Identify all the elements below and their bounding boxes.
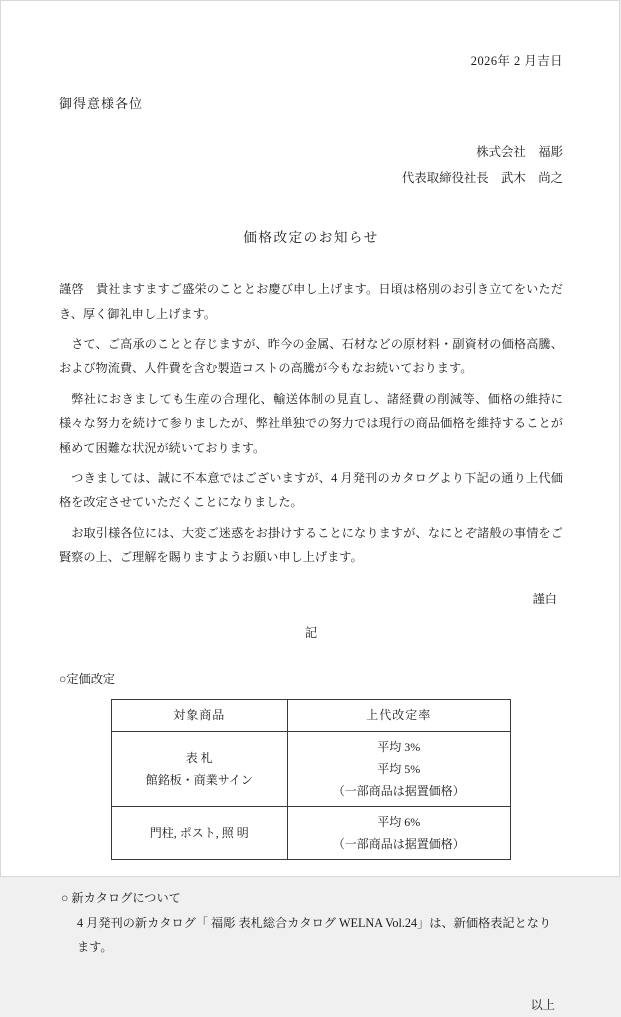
catalog-note-body: 4 月発刊の新カタログ「 福彫 表札総合カタログ WELNA Vol.24」は、新価格表記となります。	[77, 915, 552, 955]
sender-name: 代表取締役社長 武木 尚之	[401, 170, 563, 185]
document-date: 2026年 2 月吉日	[470, 54, 563, 68]
closing-salutation: 謹白	[532, 591, 557, 606]
section-label-price-revision: ○定価改定	[59, 671, 116, 686]
page-title: 価格改定のお知らせ	[243, 229, 379, 245]
catalog-note-heading: ○ 新カタログについて	[61, 891, 181, 906]
paragraph-1: 謹啓 貴社ますますご盛栄のこととお慶び申し上げます。日頃は格別のお引き立てをいただき、厚く御礼申し上げます。	[59, 282, 563, 321]
letter-sheet	[1, 1, 621, 1012]
cell-rate-group-2	[287, 807, 510, 860]
ki-marker: 記	[304, 626, 318, 641]
ijou-marker: 以上	[530, 997, 555, 1012]
rate-line: 平均 5%	[377, 761, 421, 776]
sender-company: 株式会社 福彫	[476, 144, 563, 159]
rate-note: （一部商品は据置価格）	[332, 783, 465, 798]
paragraph-2: さて、ご高承のことと存じますが、昨今の金属、石材などの原材料・副資材の価格高騰、および物流費、人件費を含む製造コストの高騰が今もなお続いております。	[59, 336, 563, 376]
sender-block	[59, 139, 563, 191]
paragraph-5: お取引様各位には、大変ご迷惑をお掛けすることになりますが、なにとぞ諸般の事情をご賢察の上、ご理解を賜りますようお願い申し上げます。	[59, 525, 563, 565]
table-row	[112, 807, 511, 860]
product-line: 門柱, ポスト, 照 明	[149, 826, 249, 841]
addressee: 御得意様各位	[59, 96, 144, 112]
column-header-product: 対象商品	[112, 700, 288, 731]
rate-note: （一部商品は据置価格）	[332, 837, 465, 852]
paragraph-4: つきましては、誠に不本意ではございますが、4 月発刊のカタログより下記の通り上代価格を改定させていただくことになりました。	[59, 470, 563, 510]
body-text	[59, 277, 563, 569]
paragraph-3: 弊社におきましても生産の合理化、輸送体制の見直し、諸経費の削減等、価格の維持に様々な努力を続けて参りましたが、弊社単独での努力では現行の商品価格を維持することが極めて困難な状況が続いております。	[59, 391, 563, 455]
cell-product-group-1	[112, 731, 288, 807]
rate-line: 平均 3%	[377, 739, 421, 754]
cell-product-group-2	[112, 807, 288, 860]
column-header-rate: 上代改定率	[287, 700, 510, 731]
catalog-note	[59, 886, 563, 959]
cell-rate-group-1	[287, 731, 510, 807]
table-header-row	[112, 700, 511, 731]
product-line: 館銘板・商業サイン	[145, 772, 253, 787]
rate-line: 平均 6%	[377, 815, 421, 830]
price-revision-table	[111, 699, 511, 860]
product-line: 表 札	[185, 750, 213, 765]
table-row	[112, 731, 511, 807]
